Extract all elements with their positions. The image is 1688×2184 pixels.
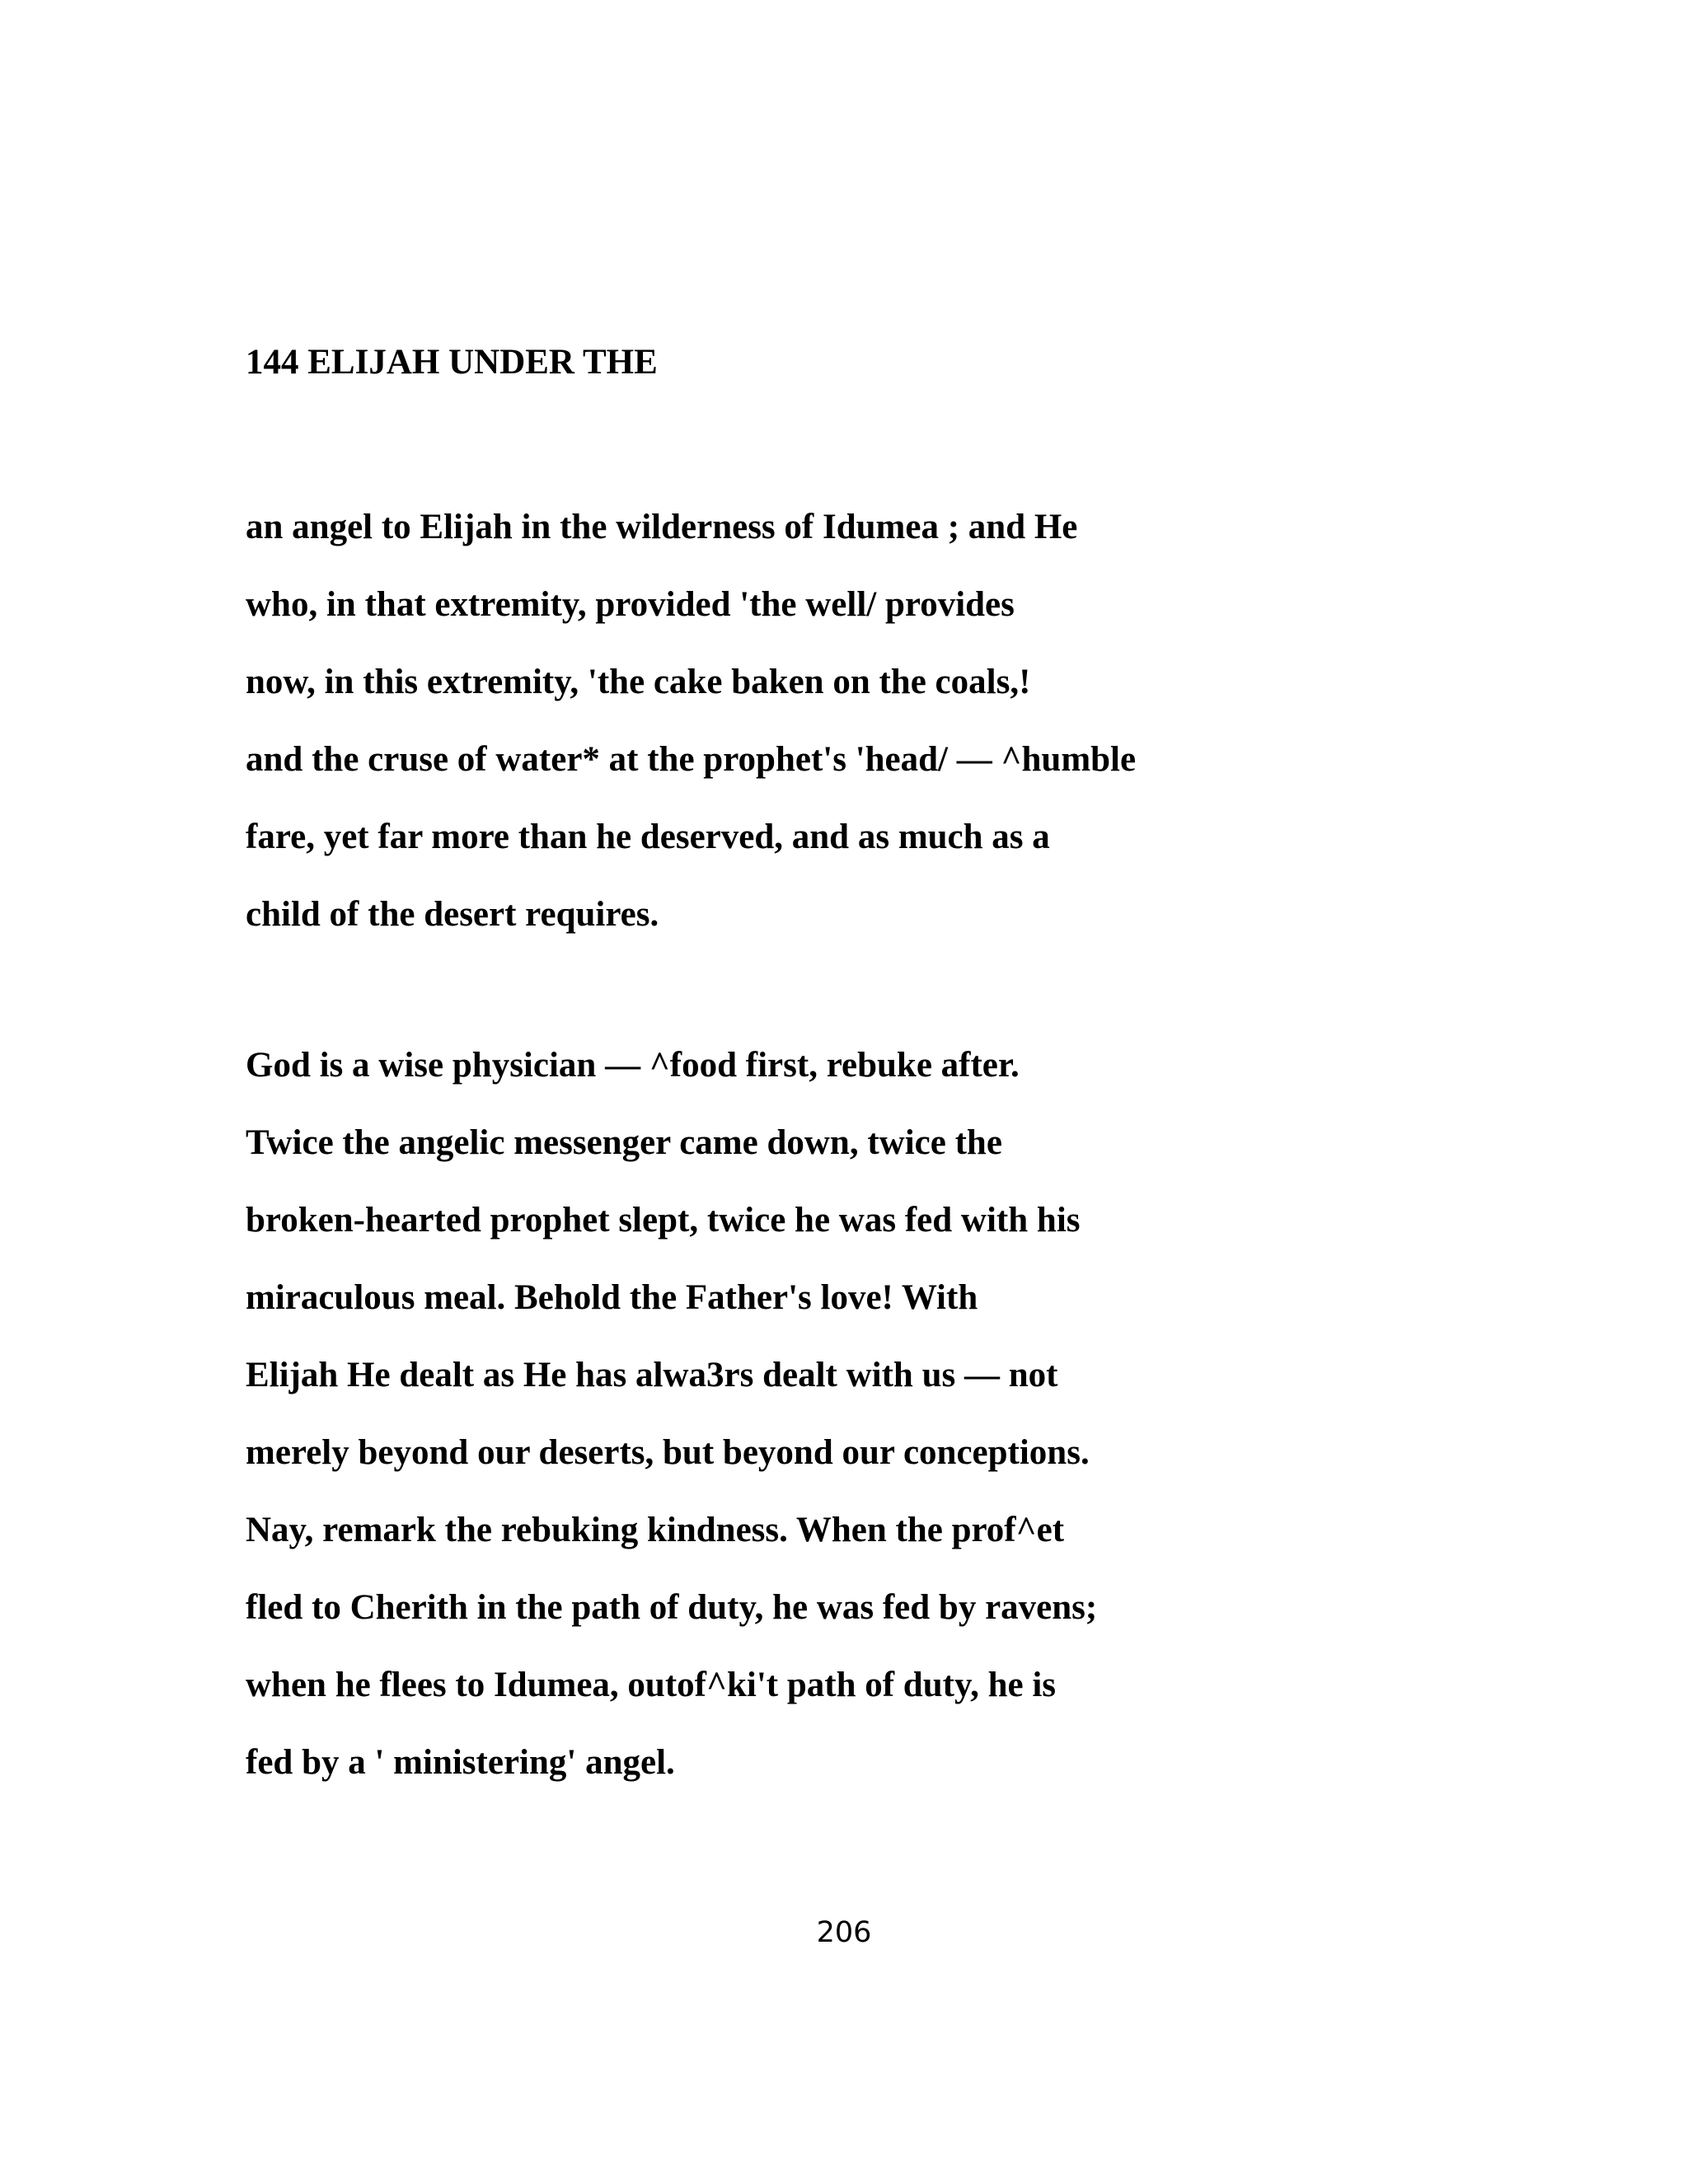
text-line: broken-hearted prophet slept, twice he was fed with his: [246, 1201, 1081, 1240]
page-number: 206: [816, 1916, 872, 1949]
running-head: 144 ELIJAH UNDER THE: [246, 343, 658, 382]
text-line: God is a wise physician — ^food first, rebuke after.: [246, 1046, 1020, 1085]
text-line: merely beyond our deserts, but beyond our conceptions.: [246, 1433, 1090, 1472]
text-line: an angel to Elijah in the wilderness of Idumea ; and He: [246, 508, 1078, 546]
text-line: Twice the angelic messenger came down, twice the: [246, 1123, 1002, 1162]
text-line: Elijah He dealt as He has alwa3rs dealt with us — not: [246, 1356, 1058, 1394]
text-line: fed by a ' ministering' angel.: [246, 1743, 675, 1782]
paragraph-1: [246, 489, 1136, 954]
paragraph-2: [246, 1027, 1097, 1802]
text-line: fled to Cherith in the path of duty, he was fed by ravens;: [246, 1588, 1098, 1627]
text-line: and the cruse of water* at the prophet's 'head/ — ^humble: [246, 740, 1137, 779]
text-line: when he flees to Idumea, outof^ki't path of duty, he is: [246, 1666, 1057, 1704]
text-line: miraculous meal. Behold the Father's love! With: [246, 1278, 978, 1317]
text-line: now, in this extremity, 'the cake baken on the coals,!: [246, 663, 1031, 701]
text-line: Nay, remark the rebuking kindness. When the prof^et: [246, 1511, 1065, 1549]
text-line: child of the desert requires.: [246, 895, 659, 934]
text-line: fare, yet far more than he deserved, and as much as a: [246, 818, 1050, 856]
text-line: who, in that extremity, provided 'the well/ provides: [246, 585, 1015, 624]
